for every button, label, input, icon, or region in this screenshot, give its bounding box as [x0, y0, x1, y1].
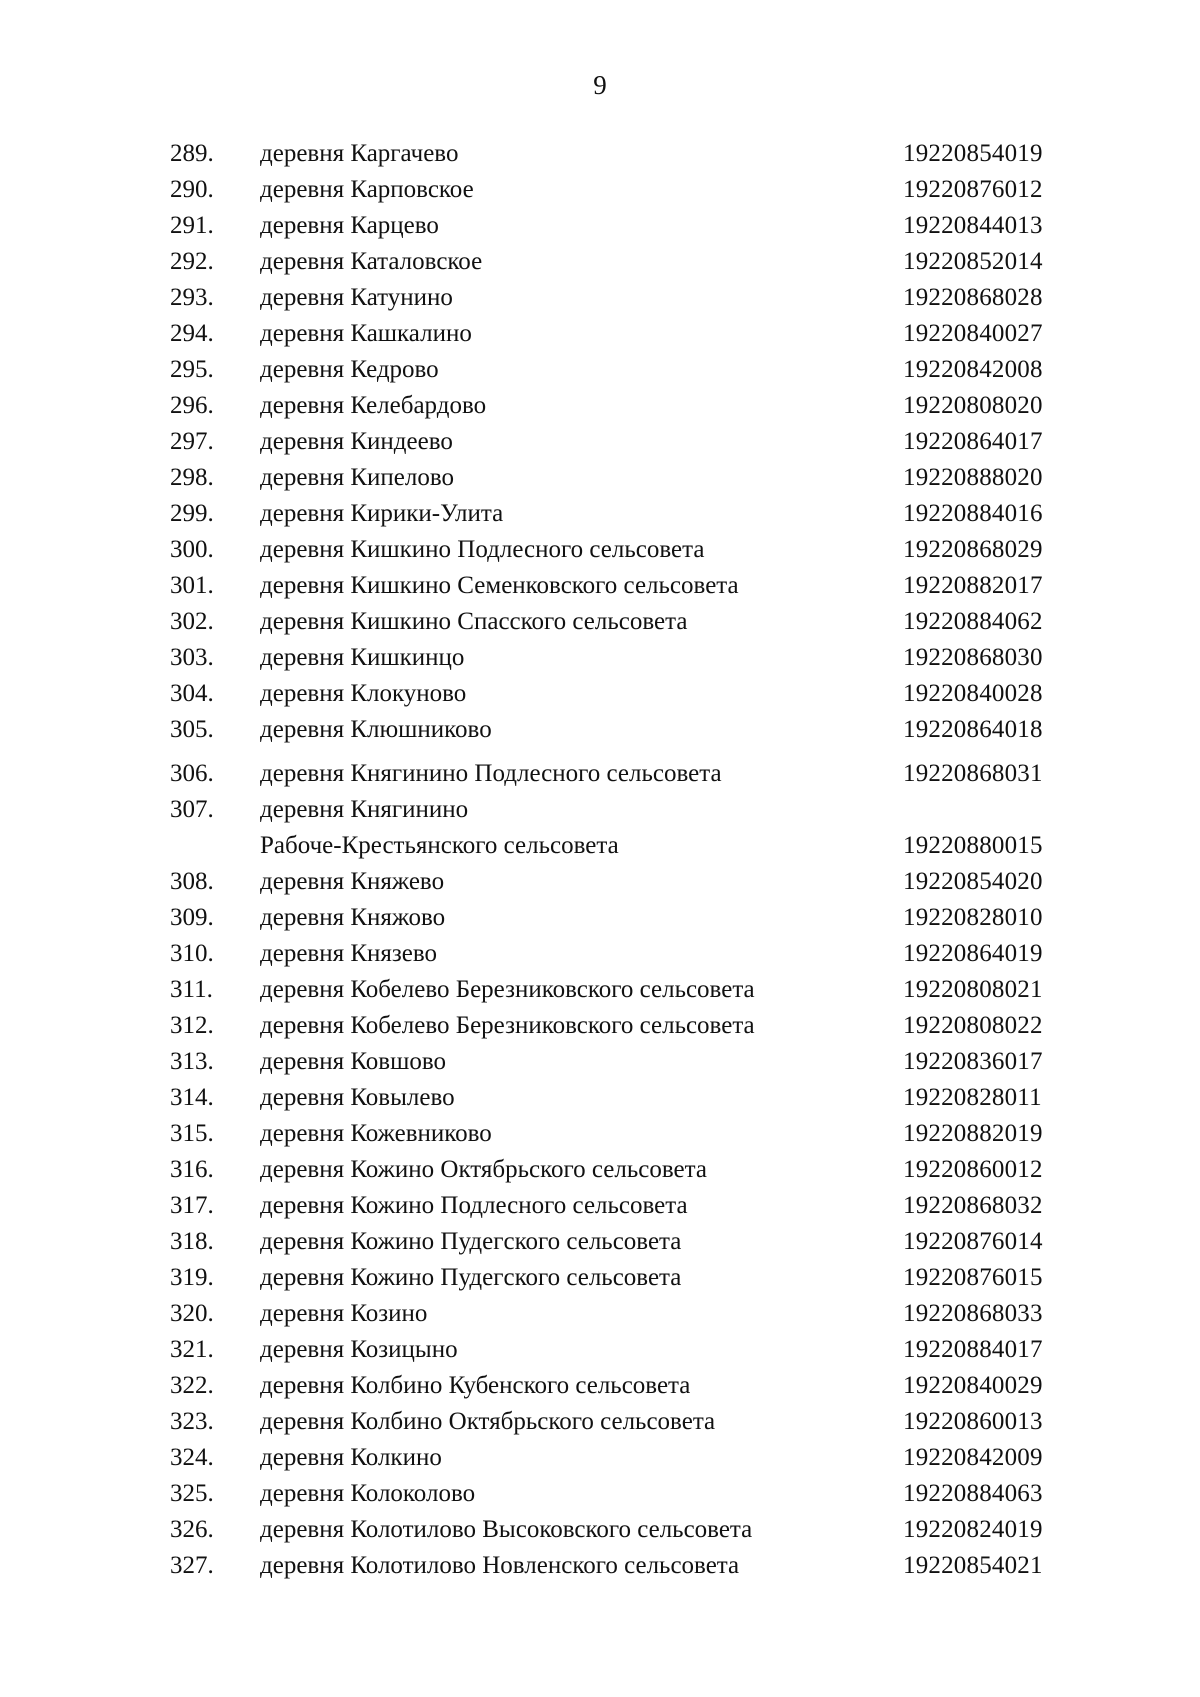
row-number: 311. [170, 976, 213, 1003]
settlement-name: деревня Кипелово [260, 464, 454, 491]
settlement-name: деревня Ковшово [260, 1048, 446, 1075]
row-number: 298. [170, 464, 214, 491]
oktmo-code: 19220876012 [903, 176, 1043, 203]
table-row [0, 1368, 1200, 1404]
row-number: 319. [170, 1264, 214, 1291]
table-row [0, 900, 1200, 936]
table-row [0, 1044, 1200, 1080]
row-number: 306. [170, 760, 214, 787]
settlement-name: деревня Кожино Октябрьского сельсовета [260, 1156, 707, 1183]
table-row [0, 388, 1200, 424]
table-row [0, 936, 1200, 972]
row-number: 320. [170, 1300, 214, 1327]
oktmo-code: 19220868033 [903, 1300, 1043, 1327]
settlement-name: деревня Кишкино Подлесного сельсовета [260, 536, 705, 563]
row-number: 313. [170, 1048, 214, 1075]
oktmo-code: 19220860012 [903, 1156, 1043, 1183]
row-number: 300. [170, 536, 214, 563]
table-row [0, 532, 1200, 568]
row-number: 315. [170, 1120, 214, 1147]
row-number: 297. [170, 428, 214, 455]
settlement-name: деревня Кирики-Улита [260, 500, 504, 527]
row-number: 291. [170, 212, 214, 239]
table-row [0, 756, 1200, 792]
oktmo-code: 19220852014 [903, 248, 1043, 275]
row-number: 302. [170, 608, 214, 635]
settlement-name: деревня Каргачево [260, 140, 459, 167]
settlement-list [0, 136, 1200, 1584]
oktmo-code: 19220884017 [903, 1336, 1043, 1363]
row-number: 309. [170, 904, 214, 931]
row-number: 296. [170, 392, 214, 419]
oktmo-code: 19220884063 [903, 1480, 1043, 1507]
settlement-name: деревня Кишкино Семенковского сельсовета [260, 572, 739, 599]
oktmo-code: 19220828011 [903, 1084, 1042, 1111]
table-row [0, 1332, 1200, 1368]
table-row [0, 1188, 1200, 1224]
settlement-name: деревня Катунино [260, 284, 453, 311]
table-row [0, 792, 1200, 864]
table-row [0, 1260, 1200, 1296]
settlement-name-line2: Рабоче-Крестьянского сельсовета [260, 832, 619, 859]
settlement-name: деревня Княгинино Подлесного сельсовета [260, 760, 722, 787]
oktmo-code: 19220808022 [903, 1012, 1043, 1039]
row-number: 308. [170, 868, 214, 895]
oktmo-code: 19220888020 [903, 464, 1043, 491]
table-row [0, 676, 1200, 712]
row-number: 327. [170, 1552, 214, 1579]
table-row [0, 1476, 1200, 1512]
oktmo-code: 19220860013 [903, 1408, 1043, 1435]
row-number: 290. [170, 176, 214, 203]
settlement-name-line1: деревня Княгинино [260, 796, 469, 823]
row-number: 304. [170, 680, 214, 707]
table-row [0, 316, 1200, 352]
oktmo-code: 19220884062 [903, 608, 1043, 635]
row-number: 303. [170, 644, 214, 671]
oktmo-code: 19220864018 [903, 716, 1043, 743]
settlement-name: деревня Ковылево [260, 1084, 455, 1111]
table-row [0, 1080, 1200, 1116]
settlement-name: деревня Княжово [260, 904, 446, 931]
settlement-name: деревня Клокуново [260, 680, 467, 707]
oktmo-code: 19220840027 [903, 320, 1043, 347]
settlement-name: деревня Киндеево [260, 428, 453, 455]
settlement-name: деревня Каталовское [260, 248, 483, 275]
table-row [0, 136, 1200, 172]
oktmo-code: 19220854021 [903, 1552, 1043, 1579]
oktmo-code: 19220876015 [903, 1264, 1043, 1291]
settlement-name: деревня Колотилово Новленского сельсовета [260, 1552, 740, 1579]
oktmo-code: 19220836017 [903, 1048, 1043, 1075]
row-number: 318. [170, 1228, 214, 1255]
settlement-name: деревня Князево [260, 940, 438, 967]
oktmo-code: 19220840029 [903, 1372, 1043, 1399]
oktmo-code: 19220840028 [903, 680, 1043, 707]
table-row [0, 496, 1200, 532]
settlement-name [260, 792, 880, 864]
oktmo-code: 19220868031 [903, 760, 1043, 787]
table-row [0, 244, 1200, 280]
settlement-name: деревня Карцево [260, 212, 439, 239]
oktmo-code: 19220864017 [903, 428, 1043, 455]
table-row [0, 1512, 1200, 1548]
oktmo-code: 19220868030 [903, 644, 1043, 671]
oktmo-code: 19220864019 [903, 940, 1043, 967]
settlement-name: деревня Карповское [260, 176, 474, 203]
settlement-name: деревня Колбино Кубенского сельсовета [260, 1372, 691, 1399]
settlement-name: деревня Кожевниково [260, 1120, 492, 1147]
oktmo-code: 19220844013 [903, 212, 1043, 239]
settlement-name: деревня Кишкинцо [260, 644, 465, 671]
oktmo-code: 19220868029 [903, 536, 1043, 563]
settlement-name: деревня Колоколово [260, 1480, 476, 1507]
row-number: 317. [170, 1192, 214, 1219]
settlement-name: деревня Кобелево Березниковского сельсовета [260, 1012, 755, 1039]
row-number: 289. [170, 140, 214, 167]
table-row [0, 424, 1200, 460]
row-number: 321. [170, 1336, 214, 1363]
oktmo-code: 19220880015 [903, 832, 1043, 859]
table-row [0, 1116, 1200, 1152]
settlement-name: деревня Кожино Пудегского сельсовета [260, 1228, 682, 1255]
settlement-name: деревня Кожино Подлесного сельсовета [260, 1192, 688, 1219]
oktmo-code: 19220882019 [903, 1120, 1043, 1147]
settlement-name: деревня Кишкино Спасского сельсовета [260, 608, 688, 635]
table-row [0, 460, 1200, 496]
table-row [0, 172, 1200, 208]
settlement-name: деревня Княжево [260, 868, 445, 895]
settlement-name: деревня Келебардово [260, 392, 487, 419]
settlement-name: деревня Кожино Пудегского сельсовета [260, 1264, 682, 1291]
row-number: 314. [170, 1084, 214, 1111]
oktmo-code: 19220808020 [903, 392, 1043, 419]
row-number: 307. [170, 796, 214, 823]
oktmo-code: 19220854019 [903, 140, 1043, 167]
oktmo-code: 19220884016 [903, 500, 1043, 527]
settlement-name: деревня Кедрово [260, 356, 439, 383]
settlement-name: деревня Колотилово Высоковского сельсовета [260, 1516, 753, 1543]
settlement-name: деревня Кашкалино [260, 320, 472, 347]
table-row [0, 1404, 1200, 1440]
oktmo-code: 19220882017 [903, 572, 1043, 599]
table-row [0, 1548, 1200, 1584]
table-row [0, 280, 1200, 316]
row-number: 292. [170, 248, 214, 275]
row-number: 295. [170, 356, 214, 383]
row-number: 294. [170, 320, 214, 347]
oktmo-code: 19220842008 [903, 356, 1043, 383]
table-row [0, 1296, 1200, 1332]
table-row [0, 208, 1200, 244]
settlement-name: деревня Клюшниково [260, 716, 492, 743]
table-row [0, 1152, 1200, 1188]
table-row [0, 864, 1200, 900]
table-row [0, 1224, 1200, 1260]
row-number: 326. [170, 1516, 214, 1543]
row-number: 299. [170, 500, 214, 527]
oktmo-code: 19220868032 [903, 1192, 1043, 1219]
settlement-name: деревня Колкино [260, 1444, 442, 1471]
table-row [0, 352, 1200, 388]
settlement-name: деревня Козицыно [260, 1336, 458, 1363]
page-number: 9 [593, 70, 607, 100]
row-number: 323. [170, 1408, 214, 1435]
row-number: 310. [170, 940, 214, 967]
oktmo-code: 19220808021 [903, 976, 1043, 1003]
row-number: 324. [170, 1444, 214, 1471]
oktmo-code: 19220824019 [903, 1516, 1043, 1543]
oktmo-code: 19220868028 [903, 284, 1043, 311]
table-row [0, 640, 1200, 676]
row-number: 301. [170, 572, 214, 599]
table-row [0, 604, 1200, 640]
oktmo-code: 19220842009 [903, 1444, 1043, 1471]
table-row [0, 1440, 1200, 1476]
settlement-name: деревня Кобелево Березниковского сельсовета [260, 976, 755, 1003]
settlement-name: деревня Колбино Октябрьского сельсовета [260, 1408, 716, 1435]
oktmo-code: 19220876014 [903, 1228, 1043, 1255]
row-number: 325. [170, 1480, 214, 1507]
table-row [0, 1008, 1200, 1044]
row-number: 312. [170, 1012, 214, 1039]
row-number: 316. [170, 1156, 214, 1183]
table-row [0, 712, 1200, 748]
table-row [0, 568, 1200, 604]
row-number: 322. [170, 1372, 214, 1399]
row-number: 305. [170, 716, 214, 743]
table-row [0, 972, 1200, 1008]
row-number: 293. [170, 284, 214, 311]
oktmo-code: 19220854020 [903, 868, 1043, 895]
oktmo-code: 19220828010 [903, 904, 1043, 931]
settlement-name: деревня Козино [260, 1300, 428, 1327]
